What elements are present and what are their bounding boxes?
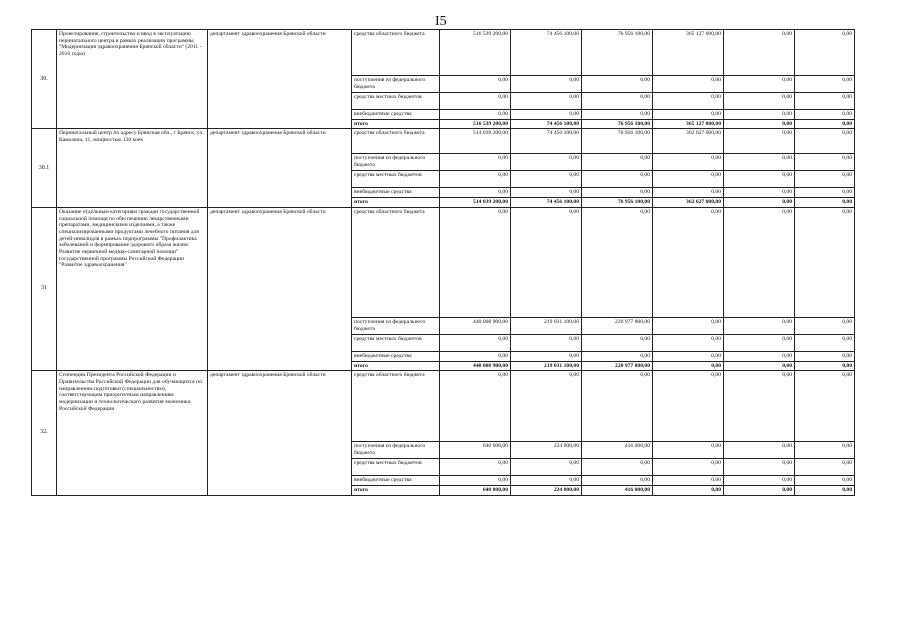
amount-cell: 0,00 [653, 188, 724, 198]
amount-cell: 74 456 100,00 [511, 30, 582, 76]
amount-cell: 0,00 [511, 154, 582, 171]
funding-source: средства областного бюджета [352, 207, 440, 317]
amount-cell: 0,00 [582, 334, 653, 351]
amount-cell: 0,00 [582, 93, 653, 110]
amount-cell: 0,00 [440, 371, 511, 442]
amount-cell: 0,00 [795, 30, 855, 76]
amount-cell: 416 000,00 [582, 442, 653, 459]
amount-cell: 0,00 [724, 351, 795, 361]
row-number: 30.1 [32, 129, 57, 207]
amount-cell: 0,00 [440, 93, 511, 110]
amount-cell: 0,00 [795, 154, 855, 171]
table-row [32, 129, 855, 154]
funding-source: итого [352, 485, 440, 495]
amount-cell: 0,00 [724, 371, 795, 442]
amount-cell: 0,00 [795, 198, 855, 208]
amount-cell: 0,00 [795, 110, 855, 120]
amount-cell: 219 031 100,00 [511, 361, 582, 371]
measure-title: Стипендии Президента Российской Федерации и Правительства Российской Федерации для обучающихся по направлениям подготовки (специальностям), соответствующим приоритетным направлениям модернизации и технологического развития экономики Российской Федерации [57, 371, 208, 495]
amount-cell: 0,00 [511, 207, 582, 317]
amount-cell: 76 956 100,00 [582, 30, 653, 76]
funding-source: итого [352, 119, 440, 129]
amount-cell: 0,00 [511, 459, 582, 476]
amount-cell: 0,00 [653, 76, 724, 93]
table-row [32, 207, 855, 317]
amount-cell: 0,00 [724, 361, 795, 371]
amount-cell: 514 039 200,00 [440, 129, 511, 154]
row-number: 31 [32, 207, 57, 370]
amount-cell: 0,00 [724, 317, 795, 334]
amount-cell: 0,00 [724, 334, 795, 351]
amount-cell: 0,00 [795, 119, 855, 129]
department: департамент здравоохранения Брянской области [208, 207, 352, 370]
amount-cell: 0,00 [653, 154, 724, 171]
amount-cell: 224 000,00 [511, 485, 582, 495]
funding-source: средства местных бюджетов [352, 171, 440, 188]
funding-source: поступления из федерального бюджета [352, 442, 440, 459]
amount-cell: 0,00 [511, 171, 582, 188]
amount-cell: 516 539 200,00 [440, 119, 511, 129]
funding-source: средства областного бюджета [352, 371, 440, 442]
budget-table [31, 29, 855, 496]
amount-cell: 220 977 800,00 [582, 317, 653, 334]
amount-cell: 0,00 [724, 129, 795, 154]
amount-cell: 0,00 [653, 442, 724, 459]
amount-cell: 514 039 200,00 [440, 198, 511, 208]
amount-cell: 0,00 [511, 476, 582, 486]
amount-cell: 0,00 [724, 110, 795, 120]
table-row [32, 30, 855, 76]
amount-cell: 74 456 100,00 [511, 198, 582, 208]
amount-cell: 0,00 [582, 207, 653, 317]
amount-cell: 0,00 [724, 30, 795, 76]
amount-cell: 0,00 [795, 334, 855, 351]
amount-cell: 0,00 [511, 371, 582, 442]
amount-cell: 0,00 [653, 485, 724, 495]
amount-cell: 362 627 000,00 [653, 198, 724, 208]
measure-title: Перинатальный центр по адресу Брянская обл., г Брянск, ул. Камозина, 11, мощностью 130 коек [57, 129, 208, 207]
amount-cell: 365 127 000,00 [653, 119, 724, 129]
amount-cell: 0,00 [724, 476, 795, 486]
amount-cell: 0,00 [440, 188, 511, 198]
funding-source: внебюджетные средства [352, 110, 440, 120]
amount-cell: 0,00 [795, 171, 855, 188]
amount-cell: 0,00 [724, 154, 795, 171]
amount-cell: 0,00 [440, 76, 511, 93]
amount-cell: 0,00 [724, 76, 795, 93]
amount-cell: 0,00 [653, 459, 724, 476]
funding-source: итого [352, 198, 440, 208]
amount-cell: 0,00 [795, 351, 855, 361]
amount-cell: 365 127 000,00 [653, 30, 724, 76]
amount-cell: 0,00 [511, 93, 582, 110]
amount-cell: 0,00 [440, 351, 511, 361]
amount-cell: 0,00 [440, 154, 511, 171]
amount-cell: 0,00 [795, 459, 855, 476]
amount-cell: 640 000,00 [440, 442, 511, 459]
amount-cell: 0,00 [582, 171, 653, 188]
amount-cell: 0,00 [511, 351, 582, 361]
amount-cell: 0,00 [440, 476, 511, 486]
funding-source: внебюджетные средства [352, 476, 440, 486]
amount-cell: 0,00 [511, 76, 582, 93]
amount-cell: 0,00 [653, 171, 724, 188]
amount-cell: 0,00 [795, 442, 855, 459]
amount-cell: 0,00 [653, 361, 724, 371]
amount-cell: 220 977 800,00 [582, 361, 653, 371]
table-row [32, 371, 855, 442]
row-number: 32. [32, 371, 57, 495]
amount-cell: 0,00 [582, 76, 653, 93]
amount-cell: 76 956 100,00 [582, 198, 653, 208]
amount-cell: 0,00 [724, 459, 795, 476]
amount-cell: 0,00 [582, 459, 653, 476]
amount-cell: 0,00 [440, 459, 511, 476]
amount-cell: 640 000,00 [440, 485, 511, 495]
funding-source: поступления из федерального бюджета [352, 76, 440, 93]
amount-cell: 0,00 [582, 371, 653, 442]
amount-cell: 0,00 [795, 207, 855, 317]
amount-cell: 0,00 [440, 207, 511, 317]
funding-source: средства местных бюджетов [352, 459, 440, 476]
amount-cell: 76 956 100,00 [582, 119, 653, 129]
amount-cell: 440 008 900,00 [440, 361, 511, 371]
page-number: I5 [435, 14, 447, 29]
amount-cell: 362 627 000,00 [653, 129, 724, 154]
amount-cell: 0,00 [795, 76, 855, 93]
amount-cell: 440 008 900,00 [440, 317, 511, 334]
amount-cell: 416 000,00 [582, 485, 653, 495]
budget-table-body [32, 30, 855, 496]
amount-cell: 0,00 [653, 371, 724, 442]
amount-cell: 219 031 100,00 [511, 317, 582, 334]
amount-cell: 0,00 [653, 476, 724, 486]
amount-cell: 0,00 [653, 93, 724, 110]
amount-cell: 0,00 [511, 188, 582, 198]
amount-cell: 0,00 [511, 110, 582, 120]
amount-cell: 0,00 [724, 485, 795, 495]
amount-cell: 0,00 [724, 198, 795, 208]
department: департамент здравоохранения Брянской области [208, 30, 352, 129]
amount-cell: 0,00 [795, 93, 855, 110]
department: департамент здравоохранения Брянской области [208, 371, 352, 495]
amount-cell: 74 456 100,00 [511, 119, 582, 129]
amount-cell: 0,00 [795, 485, 855, 495]
amount-cell: 0,00 [724, 442, 795, 459]
amount-cell: 224 000,00 [511, 442, 582, 459]
amount-cell: 0,00 [724, 188, 795, 198]
funding-source: поступления из федерального бюджета [352, 154, 440, 171]
amount-cell: 0,00 [795, 361, 855, 371]
amount-cell: 0,00 [724, 171, 795, 188]
amount-cell: 0,00 [724, 93, 795, 110]
amount-cell: 0,00 [653, 317, 724, 334]
funding-source: средства местных бюджетов [352, 93, 440, 110]
funding-source: поступления из федерального бюджета [352, 317, 440, 334]
amount-cell: 0,00 [440, 110, 511, 120]
amount-cell: 0,00 [795, 317, 855, 334]
amount-cell: 0,00 [653, 334, 724, 351]
row-number: 30. [32, 30, 57, 129]
amount-cell: 516 539 200,00 [440, 30, 511, 76]
amount-cell: 0,00 [440, 171, 511, 188]
amount-cell: 0,00 [795, 188, 855, 198]
funding-source: внебюджетные средства [352, 188, 440, 198]
amount-cell: 0,00 [582, 188, 653, 198]
amount-cell: 0,00 [653, 351, 724, 361]
funding-source: внебюджетные средства [352, 351, 440, 361]
amount-cell: 0,00 [582, 351, 653, 361]
measure-title: Оказание отдельным категориям граждан государственной социальной помощи по обеспечению лекарственными препаратами, медицинскими изделиями, а также специализированными продуктами лечебного питания для детей-инвалидов в рамках подпрограммы "Профилактика заболеваний и формирование здорового образа жизни. Развитие первичной медико-санитарной помощи" государственной программы Российской Федерации "Развитие здравоохранения" [57, 207, 208, 370]
funding-source: средства областного бюджета [352, 129, 440, 154]
amount-cell: 0,00 [582, 154, 653, 171]
amount-cell: 0,00 [511, 334, 582, 351]
amount-cell: 0,00 [724, 207, 795, 317]
amount-cell: 74 456 100,00 [511, 129, 582, 154]
amount-cell: 0,00 [724, 119, 795, 129]
amount-cell: 0,00 [440, 334, 511, 351]
amount-cell: 0,00 [795, 129, 855, 154]
amount-cell: 0,00 [795, 371, 855, 442]
measure-title: Проектирование, строительство и ввод в эксплуатацию перинатального центра в рамках реализации программы "Модернизация здравоохранения Брянской области" (2011 - 2016 годы) [57, 30, 208, 129]
amount-cell: 76 956 100,00 [582, 129, 653, 154]
amount-cell: 0,00 [653, 207, 724, 317]
department: департамент здравоохранения Брянской области [208, 129, 352, 207]
amount-cell: 0,00 [582, 110, 653, 120]
funding-source: итого [352, 361, 440, 371]
amount-cell: 0,00 [653, 110, 724, 120]
funding-source: средства местных бюджетов [352, 334, 440, 351]
funding-source: средства областного бюджета [352, 30, 440, 76]
amount-cell: 0,00 [582, 476, 653, 486]
amount-cell: 0,00 [795, 476, 855, 486]
